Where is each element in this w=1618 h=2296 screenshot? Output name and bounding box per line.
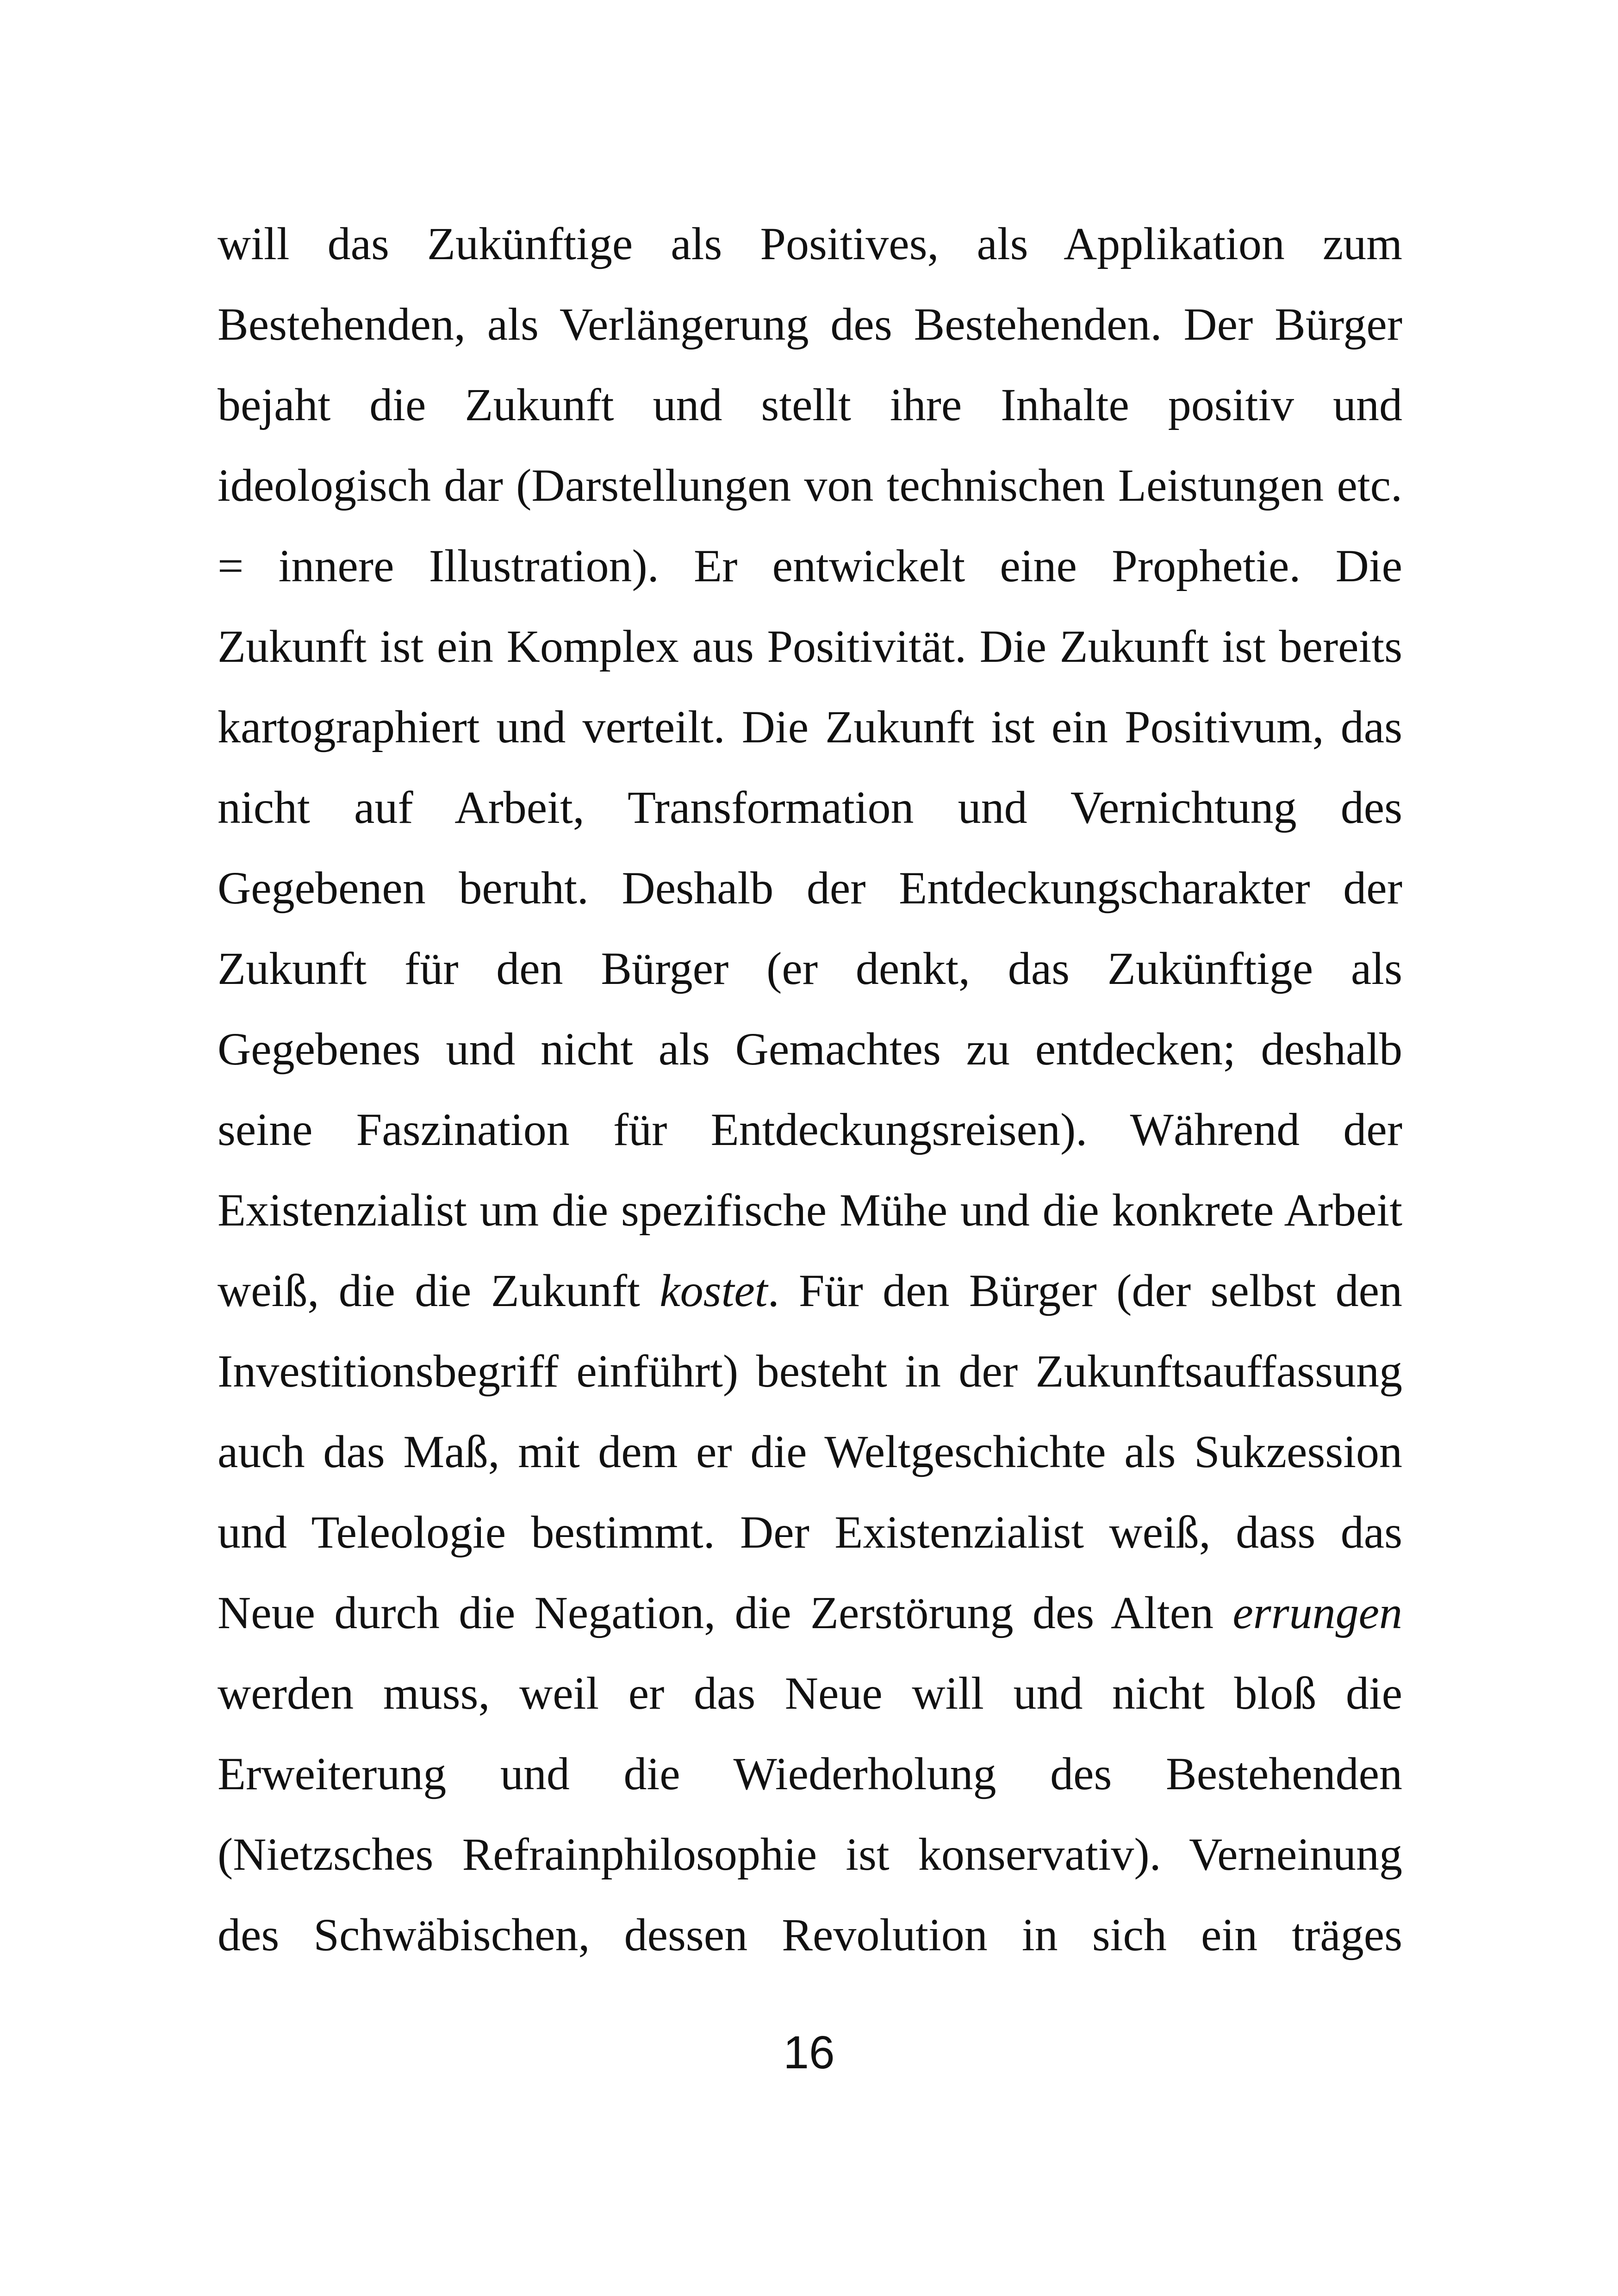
text-segment: auch das Maß, mit dem er die Weltgeschichte als Sukzession <box>218 1426 1402 1477</box>
text-line <box>218 204 1402 284</box>
text-line <box>218 1089 1402 1170</box>
text-segment: nicht auf Arbeit, Transformation und Vernichtung des <box>218 782 1402 833</box>
text-line <box>218 365 1402 445</box>
text-segment: bejaht die Zukunft und stellt ihre Inhalte positiv und <box>218 379 1402 430</box>
text-segment: Investitionsbegriff einführt) besteht in der Zukunftsauffassung <box>218 1345 1402 1397</box>
text-line <box>218 1170 1402 1251</box>
text-line <box>218 1653 1402 1734</box>
text-segment: will das Zukünftige als Positives, als Applikation zum <box>218 218 1402 269</box>
body-text <box>218 204 1402 1975</box>
text-segment: Erweiterung und die Wiederholung des Bestehenden <box>218 1748 1402 1799</box>
text-line <box>218 1492 1402 1573</box>
text-segment: Zukunft ist ein Komplex aus Positivität. Die Zukunft ist bereits <box>218 621 1402 672</box>
text-line <box>218 1895 1402 1975</box>
text-segment: Gegebenes und nicht als Gemachtes zu entdecken; deshalb <box>218 1023 1402 1075</box>
text-line <box>218 1009 1402 1089</box>
text-line <box>218 1573 1402 1653</box>
text-segment: Bestehenden, als Verlängerung des Bestehenden. Der Bürger <box>218 299 1402 350</box>
text-line <box>218 1412 1402 1492</box>
text-segment: Existenzialist um die spezifische Mühe und die konkrete Arbeit <box>218 1184 1402 1236</box>
text-segment: Gegebenen beruht. Deshalb der Entdeckungscharakter der <box>218 862 1402 914</box>
text-line <box>218 928 1402 1009</box>
text-segment: und Teleologie bestimmt. Der Existenzialist weiß, dass das <box>218 1506 1402 1558</box>
text-line <box>218 848 1402 928</box>
text-segment: kartographiert und verteilt. Die Zukunft ist ein Positivum, das <box>218 701 1402 753</box>
text-line <box>218 1251 1402 1331</box>
text-segment: (Nietzsches Refrainphilosophie ist konservativ). Verneinung <box>218 1829 1402 1880</box>
text-line <box>218 526 1402 606</box>
text-segment: = innere Illustration). Er entwickelt eine Prophetie. Die <box>218 540 1402 591</box>
text-line <box>218 284 1402 365</box>
text-line <box>218 1331 1402 1412</box>
emphasis-text: kostet <box>660 1265 768 1316</box>
text-segment: . Für den Bürger (der selbst den <box>767 1265 1402 1316</box>
text-segment: ideologisch dar (Darstellungen von technischen Leistungen etc. <box>218 460 1402 511</box>
text-line <box>218 1734 1402 1814</box>
text-segment: werden muss, weil er das Neue will und nicht bloß die <box>218 1668 1402 1719</box>
emphasis-text: errungen <box>1232 1587 1402 1638</box>
text-line <box>218 606 1402 687</box>
text-line <box>218 1814 1402 1895</box>
text-segment: Neue durch die Negation, die Zerstörung des Alten <box>218 1587 1233 1638</box>
text-segment: Zukunft für den Bürger (er denkt, das Zukünftige als <box>218 943 1402 994</box>
text-line <box>218 767 1402 848</box>
text-segment: weiß, die die Zukunft <box>218 1265 660 1316</box>
text-line <box>218 687 1402 767</box>
text-segment: seine Faszination für Entdeckungsreisen). Während der <box>218 1104 1402 1155</box>
text-segment: des Schwäbischen, dessen Revolution in sich ein träges <box>218 1909 1402 1960</box>
page-number: 16 <box>783 2027 835 2078</box>
text-line <box>218 445 1402 526</box>
